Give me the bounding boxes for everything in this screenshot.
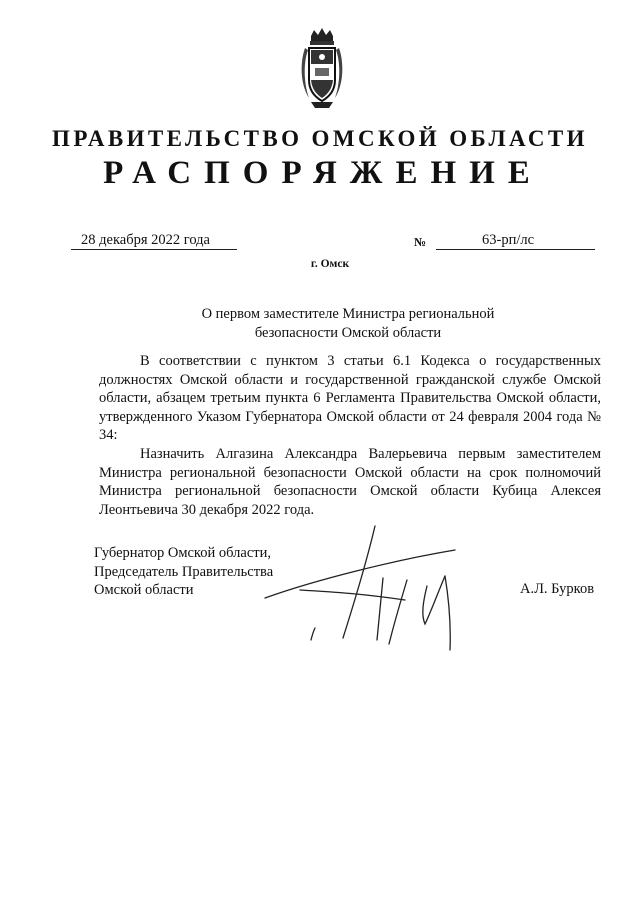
- number-sign: №: [414, 235, 427, 249]
- document-type-title: РАСПОРЯЖЕНИЕ: [103, 155, 543, 191]
- subject-line-2: безопасности Омской области: [254, 324, 442, 341]
- signatory-name: А.Л. Бурков: [520, 581, 595, 597]
- subject-line-1: О первом заместителе Министра региональной: [201, 306, 495, 322]
- document-date: 28 декабря 2022 года: [71, 232, 237, 250]
- signatory-title-line-2: Председатель Правительства: [94, 563, 274, 580]
- document-body: [99, 352, 601, 519]
- signatory-title-line-3: Омской области: [94, 582, 194, 598]
- document-city: г. Омск: [310, 258, 350, 270]
- coat-of-arms-icon: [299, 28, 345, 112]
- document-subject: [0, 305, 640, 342]
- body-paragraph: Назначить Алгазина Александра Валерьевича первым заместителем Министра региональной безопасности Омской области на срок полномочий Министра региональной безопасности Омской области Кубица Алексея Леонтьевича 30 декабря 2022 года.: [99, 445, 601, 518]
- signatory-title-line-1: Губернатор Омской области,: [94, 545, 271, 561]
- body-paragraph: В соответствии с пунктом 3 статьи 6.1 Кодекса о государственных должностях Омской области и государственной гражданской службе Омской области, абзацем третьим пункта 6 Регламента Правительства Омской области, утвержденного Указом Губернатора Омской области от 24 февраля 2004 года № 34:: [99, 353, 601, 444]
- document-number: 63-рп/лс: [436, 232, 595, 250]
- signatory-title: [94, 544, 273, 600]
- handwritten-signature-icon: [255, 520, 505, 660]
- government-name: ПРАВИТЕЛЬСТВО ОМСКОЙ ОБЛАСТИ: [52, 126, 588, 151]
